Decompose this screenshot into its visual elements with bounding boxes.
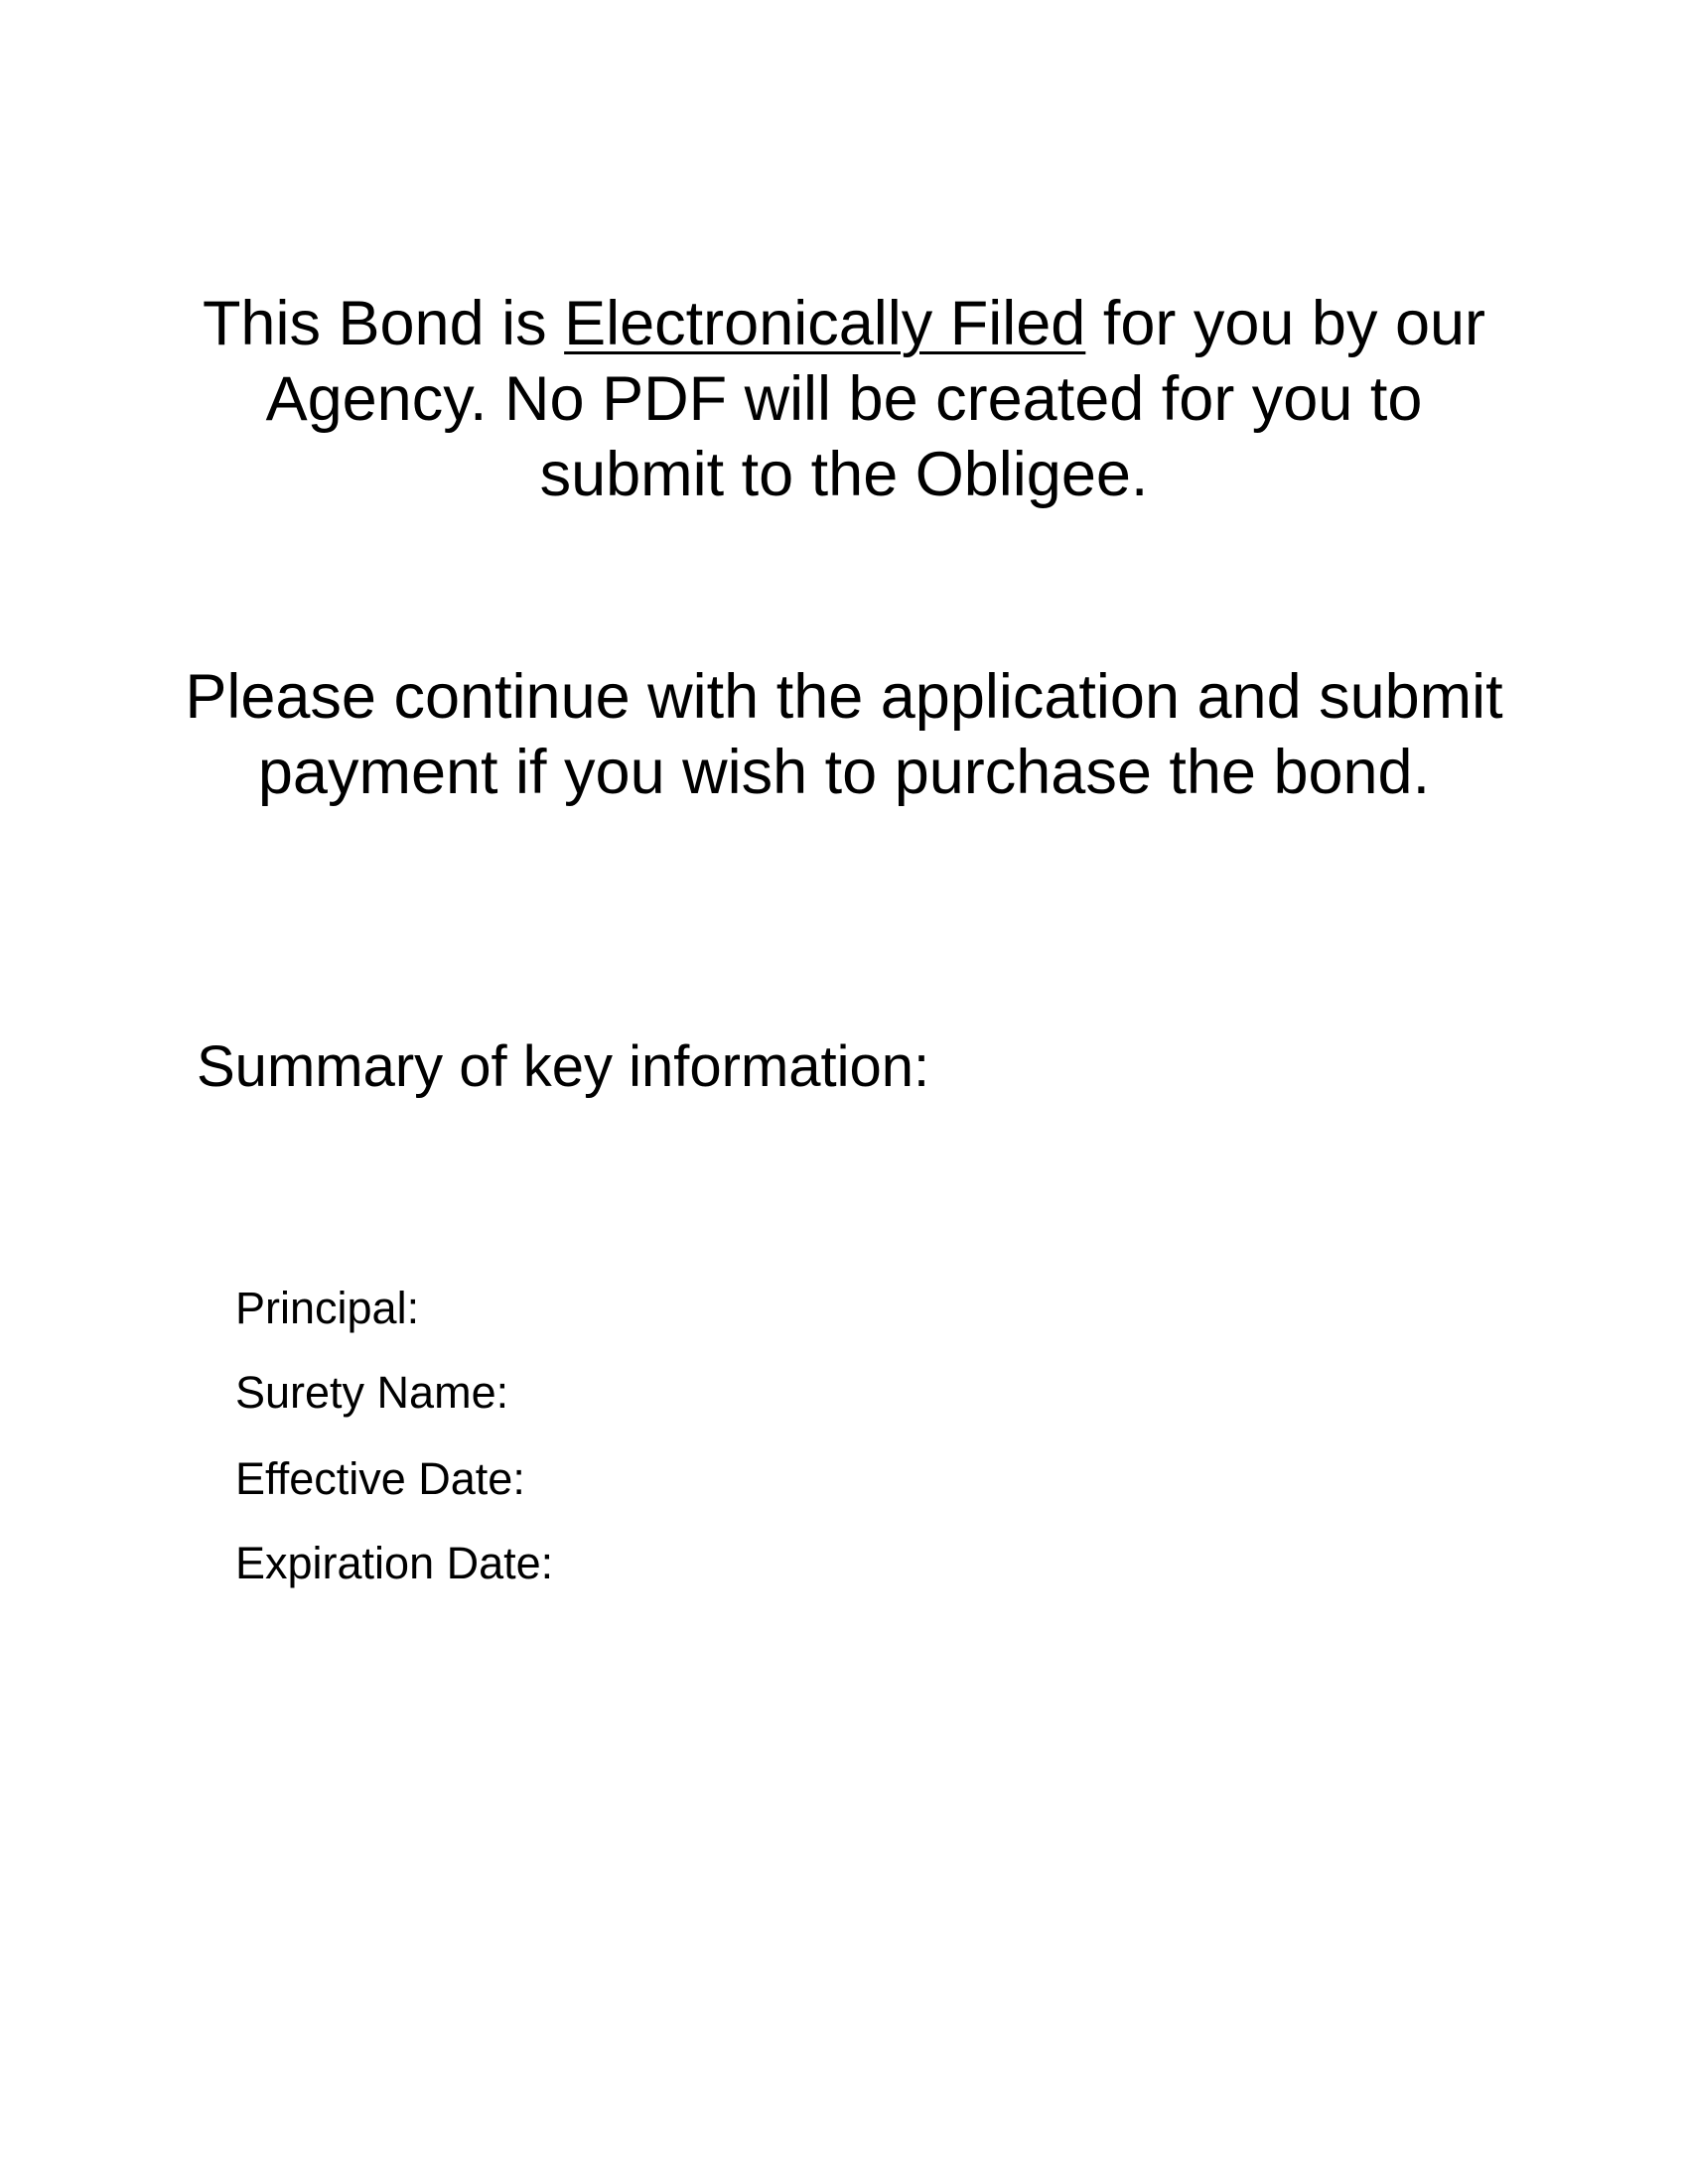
notice-rest: for you by our Agency. No PDF will be created for you to submit to the Obligee. [265, 289, 1486, 509]
surety-name-label: Surety Name: [235, 1367, 509, 1418]
notice-intro: This Bond is [202, 289, 565, 358]
surety-name-field [235, 1365, 508, 1421]
principal-label: Principal: [235, 1283, 420, 1333]
expiration-date-field [235, 1536, 553, 1591]
electronically-filed-text: Electronically Filed [564, 289, 1086, 358]
electronic-filing-notice [179, 286, 1509, 512]
principal-field [235, 1281, 419, 1336]
effective-date-label: Effective Date: [235, 1453, 525, 1504]
continue-instruction: Please continue with the application and submit payment if you wish to purchase the bond. [185, 662, 1503, 807]
effective-date-field [235, 1451, 525, 1507]
summary-heading: Summary of key information: [197, 1034, 930, 1099]
expiration-date-label: Expiration Date: [235, 1538, 554, 1588]
